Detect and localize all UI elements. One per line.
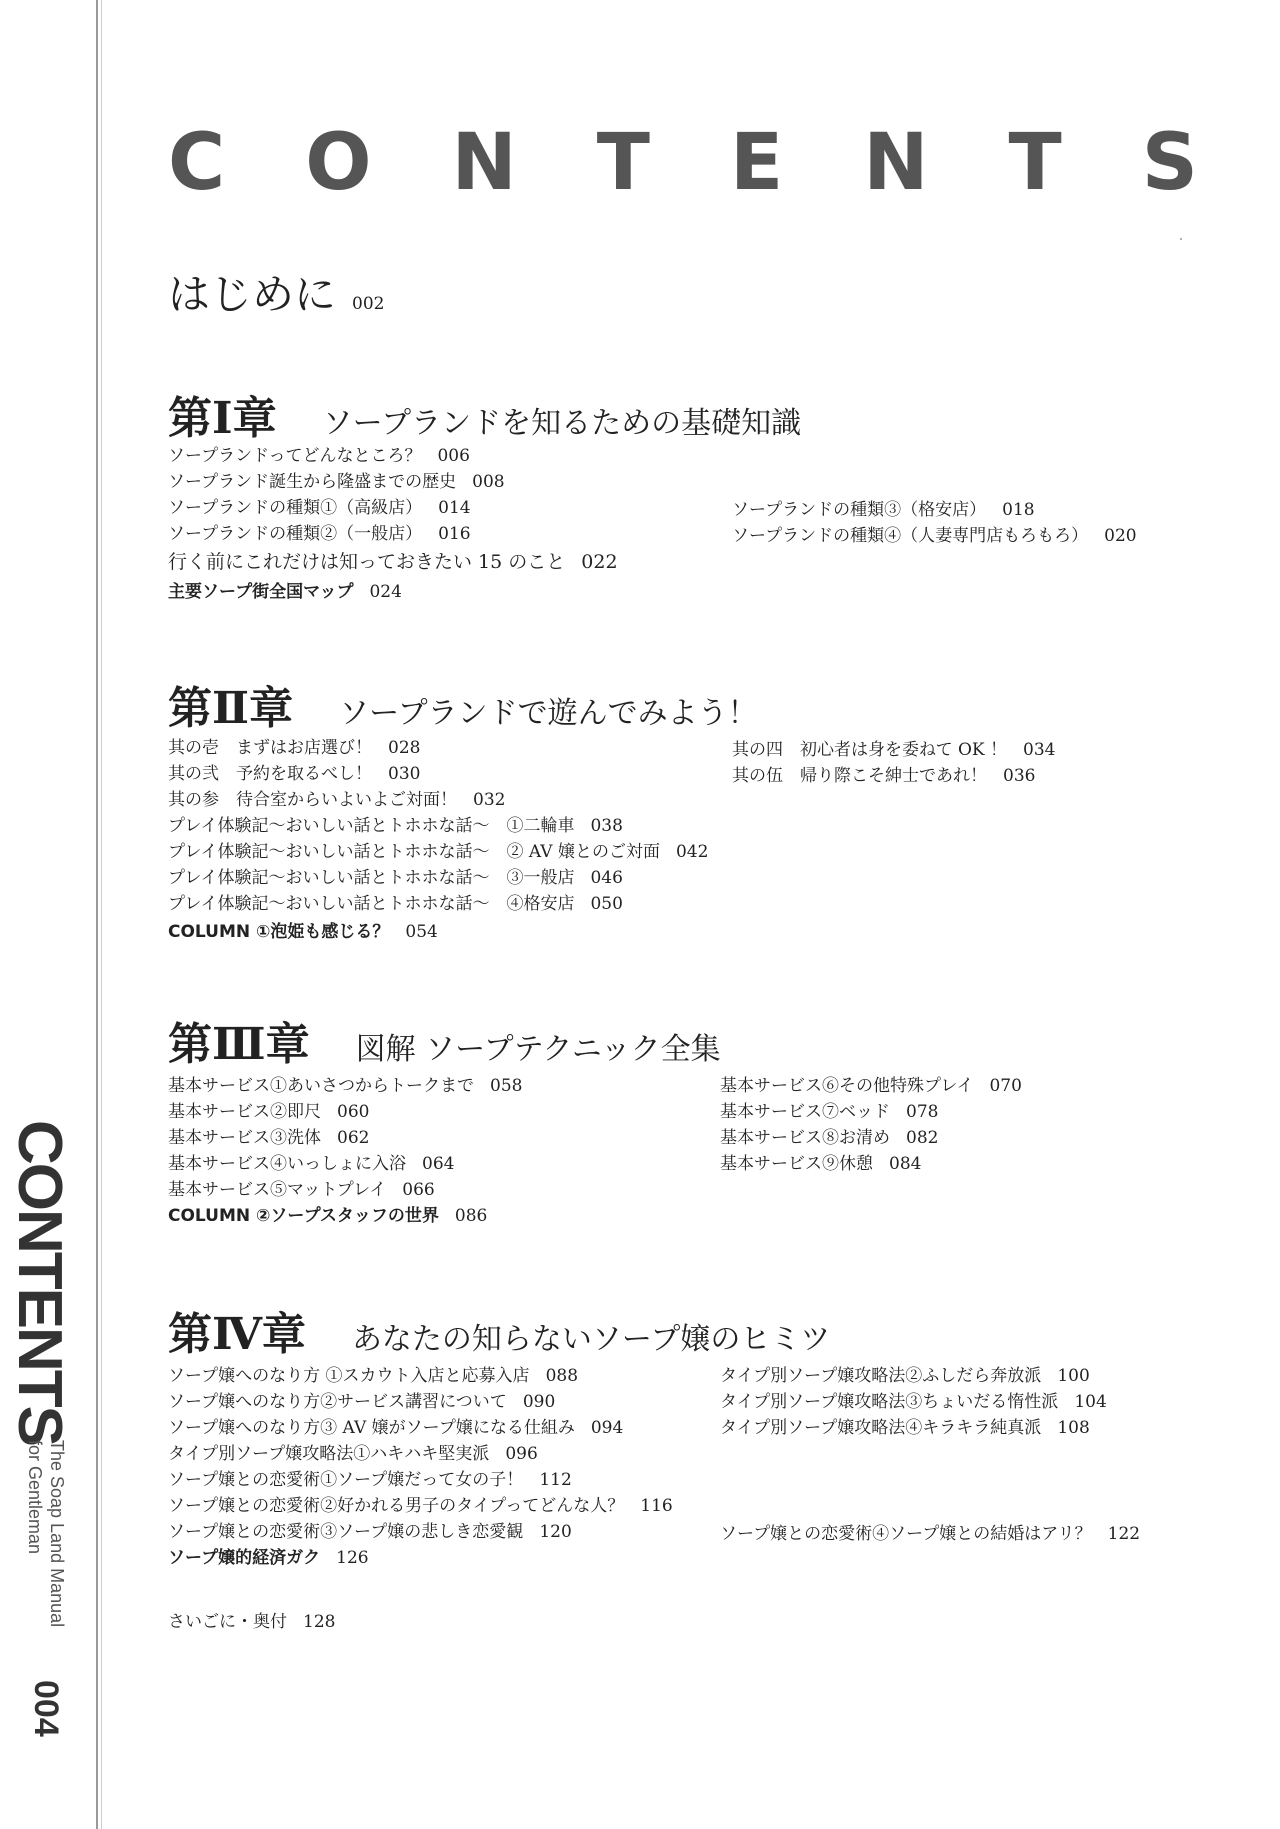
entry-page: 024: [369, 582, 402, 602]
spine-subtitle-2: for Gentleman: [25, 1440, 45, 1555]
toc-entry[interactable]: [168, 444, 470, 468]
entry-title: 行く前にこれだけは知っておきたい 15 のこと: [168, 551, 566, 573]
entry-page: 038: [590, 816, 623, 836]
entry-page: 006: [437, 446, 470, 466]
entry-title: ソープランドってどんなところ？: [168, 446, 422, 466]
entry-page: 100: [1057, 1366, 1090, 1386]
toc-entry[interactable]: [720, 1522, 1140, 1546]
title-letter: E: [730, 118, 784, 208]
entry-title: ソープランドの種類③（格安店）: [732, 500, 987, 520]
entry-page: 018: [1002, 500, 1035, 520]
entry-page: 126: [336, 1548, 369, 1568]
entry-page: 082: [906, 1128, 939, 1148]
entry-title: 基本サービス⑧お清め: [720, 1128, 890, 1148]
toc-entry[interactable]: [168, 470, 505, 494]
entry-title: ソープ嬢へのなり方 ①スカウト入店と応募入店: [168, 1366, 530, 1386]
toc-entry[interactable]: [720, 1416, 1090, 1440]
entry-title: タイプ別ソープ嬢攻略法④キラキラ純真派: [720, 1418, 1042, 1438]
toc-entry[interactable]: [720, 1390, 1107, 1414]
entry-title: ソープ嬢との恋愛術②好かれる男子のタイプってどんな人？: [168, 1496, 625, 1516]
toc-entry[interactable]: [168, 1178, 435, 1202]
toc-entry[interactable]: [168, 1100, 369, 1124]
title-letter: C: [168, 118, 226, 208]
entry-title: 基本サービス①あいさつからトークまで: [168, 1076, 474, 1096]
spine-rule-inner: [101, 0, 102, 1829]
spine-subtitle-1: The Soap Land Manual: [47, 1440, 67, 1628]
toc-entry[interactable]: [720, 1152, 921, 1176]
contents-title: [168, 118, 1198, 208]
chapter-title: ソープランドで遊んでみよう！: [339, 696, 758, 731]
entry-title: さいごに・奥付: [168, 1612, 287, 1632]
entry-page: 108: [1057, 1418, 1090, 1438]
title-letter: T: [1008, 118, 1062, 208]
toc-entry[interactable]: [168, 814, 623, 838]
entry-page: 046: [590, 868, 623, 888]
spine-title: CONTENTS: [5, 1120, 74, 1445]
entry-title: 其の参 待合室からいよいよご対面！: [168, 790, 457, 810]
spine-rule: [96, 0, 98, 1829]
entry-page: 096: [505, 1444, 538, 1464]
entry-page: 090: [522, 1392, 556, 1412]
entry-title: 基本サービス⑨休憩: [720, 1154, 873, 1174]
spine: [0, 0, 112, 1829]
toc-entry[interactable]: [168, 736, 420, 760]
entry-title: COLUMN ②ソープスタッフの世界: [168, 1206, 439, 1226]
entry-page: 066: [402, 1180, 435, 1200]
entry-title: 基本サービス②即尺: [168, 1102, 321, 1122]
chapter-number: 第Ⅳ章: [168, 1309, 306, 1360]
entry-title: 基本サービス③洗体: [168, 1128, 321, 1148]
entry-page: 008: [472, 472, 505, 492]
toc-entry[interactable]: [168, 920, 438, 944]
entry-title: タイプ別ソープ嬢攻略法①ハキハキ堅実派: [168, 1444, 490, 1464]
toc-entry[interactable]: [168, 580, 402, 604]
entry-title: 其の壱 まずはお店選び！: [168, 738, 372, 758]
entry-page: 030: [388, 764, 421, 784]
entry-page: 022: [581, 551, 618, 573]
title-letter: O: [305, 118, 372, 208]
toc-entry[interactable]: [168, 1546, 369, 1570]
entry-page: 128: [303, 1612, 336, 1632]
chapter-title: ソープランドを知るための基礎知識: [322, 406, 802, 441]
chapter-heading-2: [168, 672, 758, 736]
entry-title: 基本サービス⑤マットプレイ: [168, 1180, 387, 1200]
entry-page: 014: [438, 498, 471, 518]
toc-entry[interactable]: [168, 1204, 487, 1228]
entry-title: プレイ体験記〜おいしい話とトホホな話〜 ② AV 嬢とのご対面: [168, 842, 660, 862]
entry-page: 058: [490, 1076, 523, 1096]
toc-entry[interactable]: [168, 1494, 673, 1518]
title-letter: N: [451, 118, 517, 208]
entry-page: 034: [1023, 740, 1056, 760]
toc-entry[interactable]: [168, 550, 618, 574]
entry-page: 016: [438, 524, 471, 544]
entry-page: 078: [906, 1102, 939, 1122]
entry-title: ソープランドの種類④（人妻専門店もろもろ）: [732, 526, 1089, 546]
intro-page: 002: [352, 294, 385, 314]
toc-entry[interactable]: [732, 738, 1055, 762]
entry-title: プレイ体験記〜おいしい話とトホホな話〜 ④格安店: [168, 894, 575, 914]
entry-title: ソープ嬢との恋愛術④ソープ嬢との結婚はアリ？: [720, 1524, 1092, 1544]
entry-title: 主要ソープ街全国マップ: [168, 582, 354, 602]
entry-page: 060: [337, 1102, 370, 1122]
chapter-number: 第Ⅰ章: [168, 393, 277, 444]
toc-entry[interactable]: [168, 1390, 555, 1414]
entry-page: 064: [422, 1154, 455, 1174]
entry-title: プレイ体験記〜おいしい話とトホホな話〜 ①二輪車: [168, 816, 575, 836]
toc-entry[interactable]: [168, 522, 471, 546]
entry-page: 050: [590, 894, 623, 914]
entry-title: ソープランド誕生から隆盛までの歴史: [168, 472, 457, 492]
chapter-heading-1: [168, 382, 801, 446]
toc-entry[interactable]: [168, 840, 708, 864]
entry-title: タイプ別ソープ嬢攻略法③ちょいだる惰性派: [720, 1392, 1059, 1412]
chapter-title: 図解 ソープテクニック全集: [355, 1032, 721, 1067]
entry-page: 062: [337, 1128, 370, 1148]
entry-page: 070: [989, 1076, 1022, 1096]
toc-entry[interactable]: [732, 498, 1035, 522]
toc-entry[interactable]: [168, 1520, 572, 1544]
toc-entry[interactable]: [168, 1152, 454, 1176]
toc-entry[interactable]: [732, 524, 1137, 548]
toc-entry[interactable]: [168, 762, 420, 786]
entry-page: 028: [388, 738, 421, 758]
entry-title: プレイ体験記〜おいしい話とトホホな話〜 ③一般店: [168, 868, 575, 888]
intro-title: はじめに: [168, 270, 337, 319]
toc-entry[interactable]: [720, 1364, 1090, 1388]
entry-page: 104: [1074, 1392, 1107, 1412]
entry-page: 088: [545, 1366, 579, 1386]
entry-title: ソープランドの種類②（一般店）: [168, 524, 423, 544]
entry-page: 116: [640, 1496, 673, 1516]
toc-entry[interactable]: [168, 1074, 522, 1098]
entry-title: 基本サービス④いっしょに入浴: [168, 1154, 406, 1174]
entry-title: ソープ嬢との恋愛術③ソープ嬢の悲しき恋愛観: [168, 1522, 524, 1542]
spine-page-number: 004: [27, 1680, 65, 1737]
entry-page: 032: [473, 790, 506, 810]
toc-entry[interactable]: [168, 1126, 369, 1150]
entry-title: タイプ別ソープ嬢攻略法②ふしだら奔放派: [720, 1366, 1042, 1386]
entry-page: 112: [539, 1470, 572, 1490]
entry-page: 020: [1104, 526, 1137, 546]
speck: [1180, 238, 1182, 240]
entry-title: COLUMN ①泡姫も感じる？: [168, 922, 390, 942]
entry-page: 120: [539, 1522, 572, 1542]
toc-entry[interactable]: [720, 1074, 1022, 1098]
toc-entry[interactable]: [168, 788, 505, 812]
entry-title: ソープ嬢的経済ガク: [168, 1548, 321, 1568]
entry-page: 094: [590, 1418, 624, 1438]
entry-page: 086: [454, 1206, 488, 1226]
intro-entry[interactable]: [168, 262, 384, 322]
chapter-heading-4: [168, 1298, 830, 1362]
toc-entry[interactable]: [168, 1468, 572, 1492]
title-letter: T: [596, 118, 651, 208]
entry-title: ソープ嬢へのなり方③ AV 嬢がソープ嬢になる仕組み: [168, 1418, 575, 1438]
title-letter: N: [863, 118, 929, 208]
entry-title: 其の伍 帰り際こそ紳士であれ！: [732, 766, 987, 786]
toc-entry[interactable]: [168, 1364, 578, 1388]
entry-page: 054: [405, 922, 438, 942]
toc-entry[interactable]: [720, 1126, 938, 1150]
entry-page: 084: [889, 1154, 922, 1174]
chapter-number: 第Ⅲ章: [168, 1019, 310, 1070]
toc-entry[interactable]: [732, 764, 1035, 788]
entry-page: 122: [1107, 1524, 1141, 1544]
entry-title: ソープランドの種類①（高級店）: [168, 498, 423, 518]
entry-title: 基本サービス⑦ベッド: [720, 1102, 890, 1122]
ending-entry[interactable]: [168, 1610, 335, 1634]
chapter-title: あなたの知らないソープ嬢のヒミツ: [351, 1322, 831, 1357]
chapter-heading-3: [168, 1008, 721, 1072]
entry-title: ソープ嬢へのなり方②サービス講習について: [168, 1392, 507, 1412]
toc-entry[interactable]: [168, 496, 471, 520]
entry-title: ソープ嬢との恋愛術①ソープ嬢だって女の子！: [168, 1470, 524, 1490]
entry-title: 其の四 初心者は身を委ねて OK ！: [732, 740, 1008, 760]
chapter-number: 第Ⅱ章: [168, 683, 294, 734]
toc-entry[interactable]: [168, 1416, 623, 1440]
entry-title: 基本サービス⑥その他特殊プレイ: [720, 1076, 974, 1096]
entry-page: 036: [1003, 766, 1036, 786]
toc-entry[interactable]: [168, 892, 623, 916]
entry-title: 其の弐 予約を取るべし！: [168, 764, 372, 784]
toc-entry[interactable]: [168, 1442, 538, 1466]
entry-page: 042: [675, 842, 709, 862]
toc-entry[interactable]: [168, 866, 623, 890]
toc-entry[interactable]: [720, 1100, 938, 1124]
title-letter: S: [1141, 118, 1198, 208]
